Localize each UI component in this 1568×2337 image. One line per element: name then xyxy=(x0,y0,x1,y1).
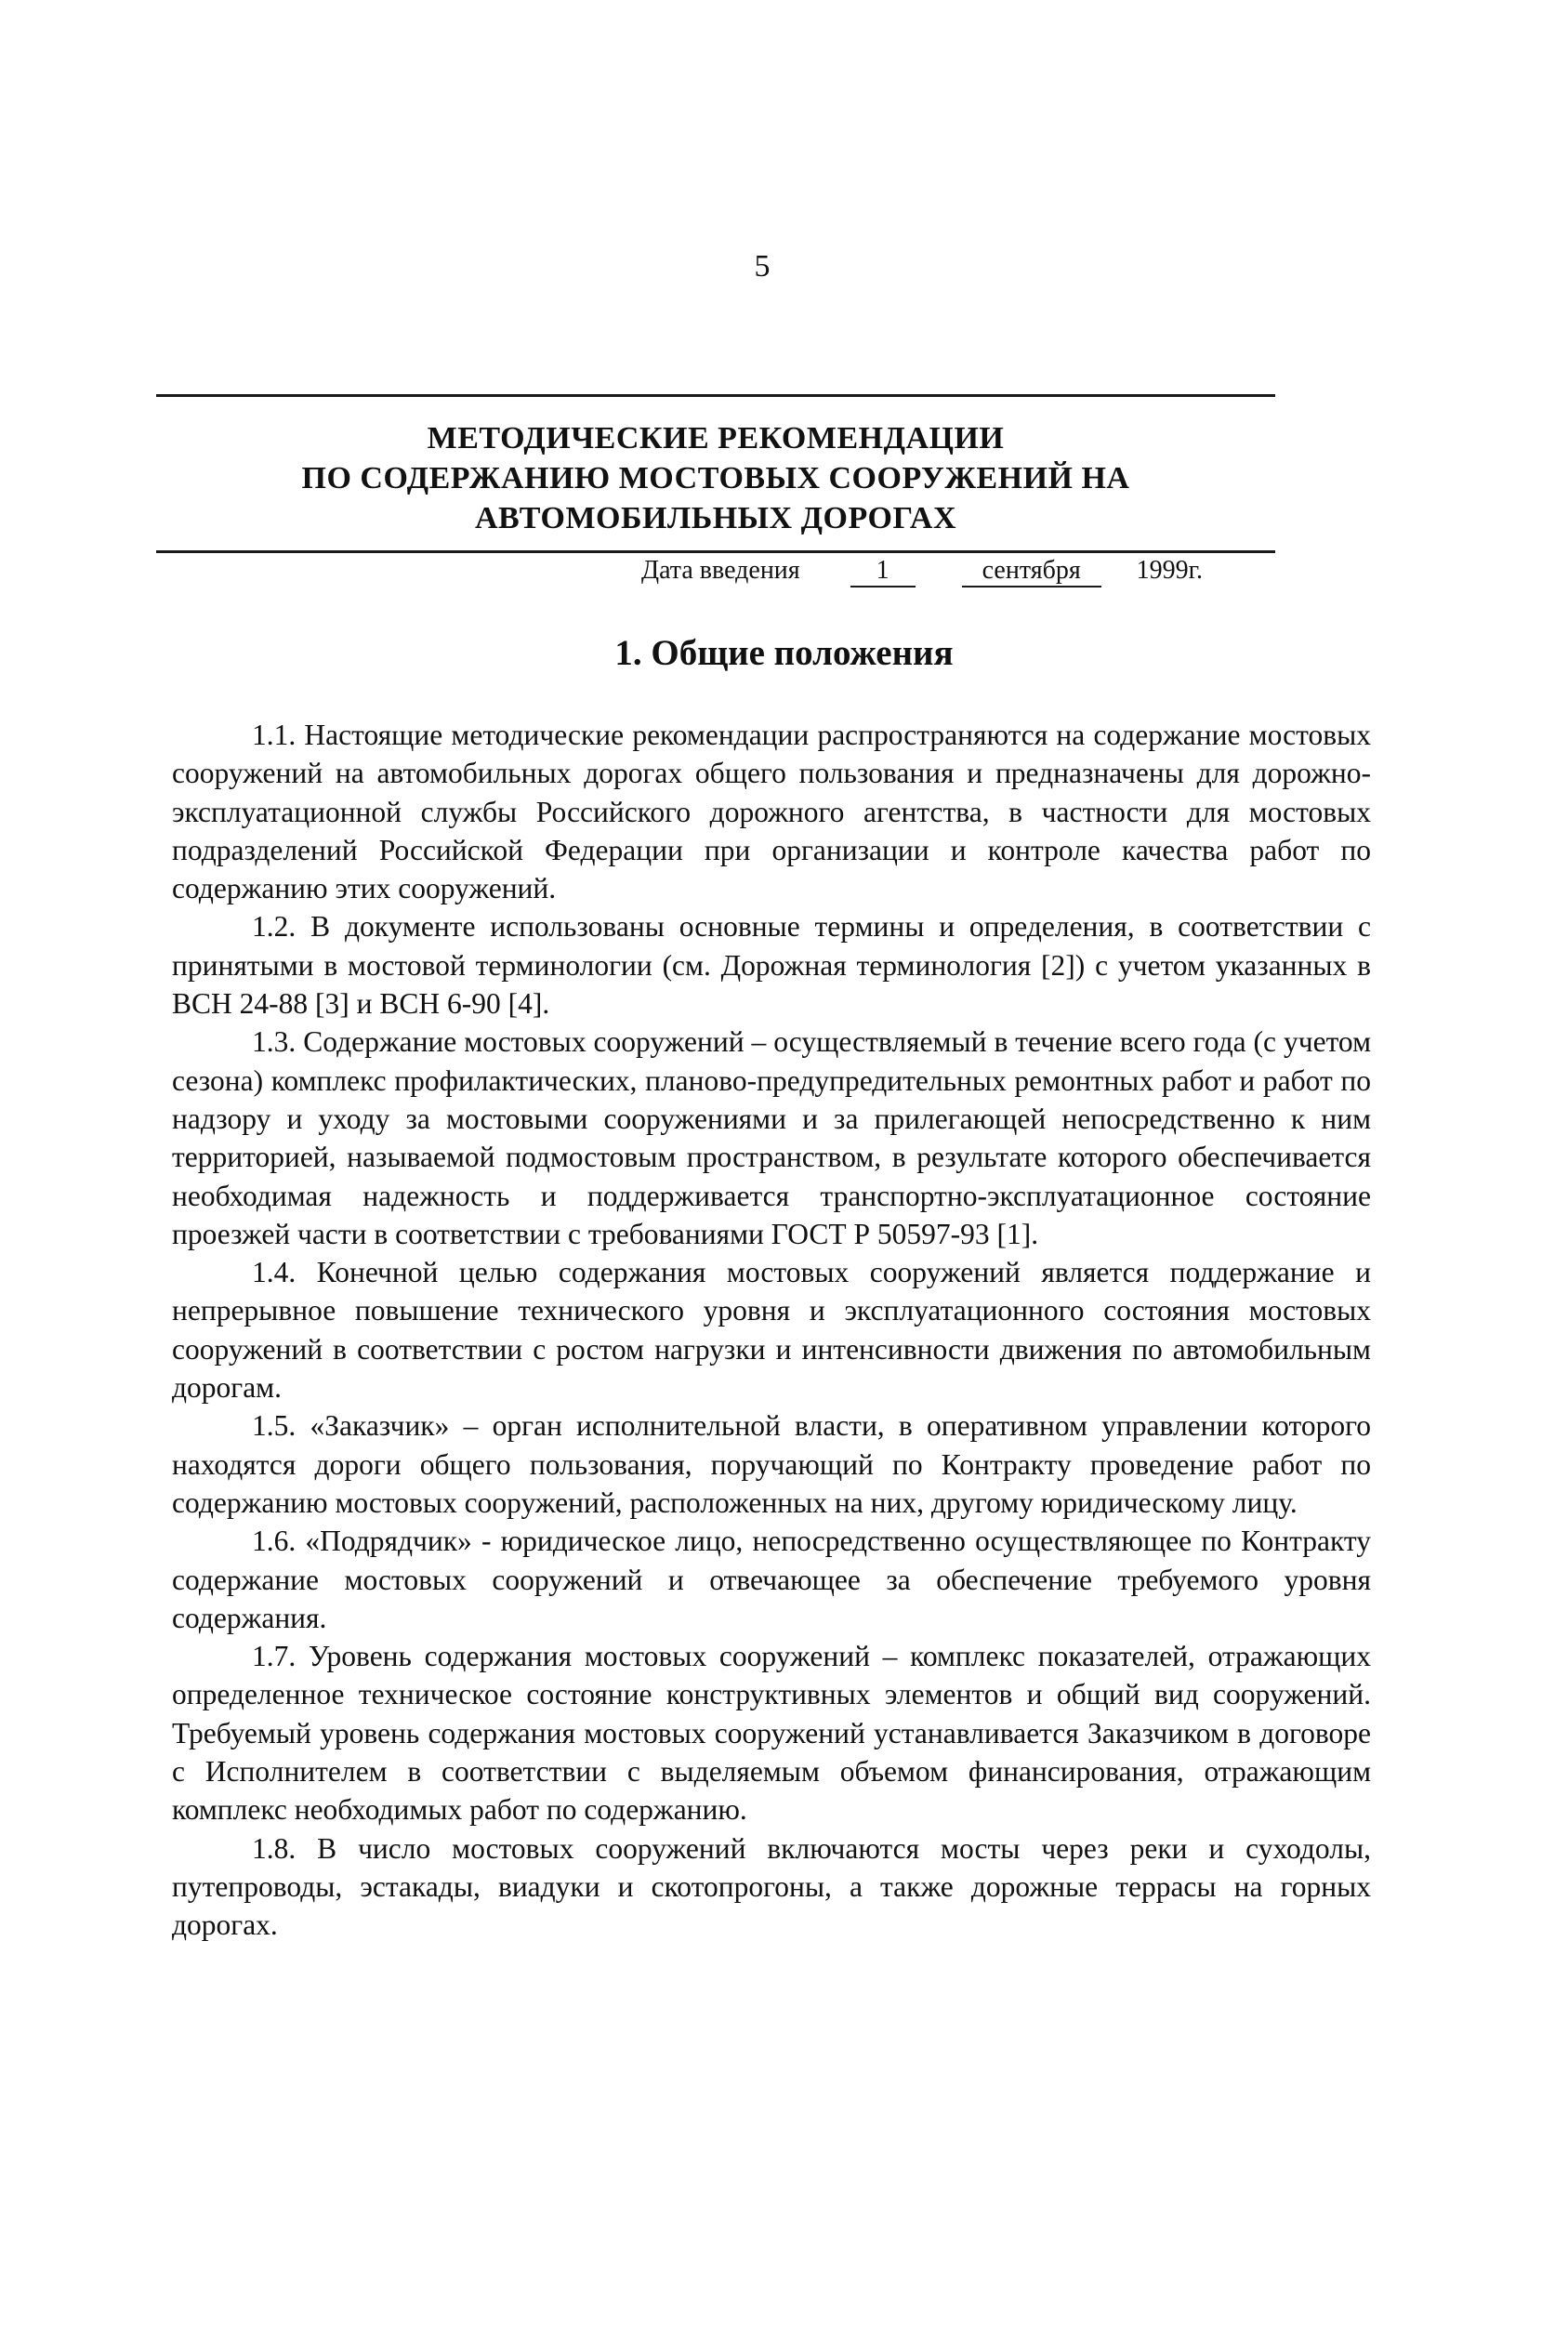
paragraph-1-4: 1.4. Конечной целью содержания мостовых сооружений является поддержание и непрерывное повышение технического уровня и эксплуатационного состояния мостовых сооружений в соответствии с ростом нагрузки и интенсивности движения по автомобильным дорогам. xyxy=(172,1256,1371,1405)
paragraph-1-6: 1.6. «Подрядчик» - юридическое лицо, непосредственно осуществляющее по Контракту содержание мостовых сооружений и отвечающее за обеспечение требуемого уровня содержания. xyxy=(172,1525,1371,1634)
paragraph-1-2: 1.2. В документе использованы основные термины и определения, в соответствии с принятыми в мостовой терминологии (см. Дорожная терминология [2]) с учетом указанных в ВСН 24-88 [3] и ВСН 6-90 [4]. xyxy=(172,910,1371,1021)
document-title xyxy=(156,418,1275,538)
title-top-rule xyxy=(156,394,1275,397)
section-body xyxy=(172,716,1371,1945)
title-bottom-rule xyxy=(156,550,1275,553)
paragraph-1-7: 1.7. Уровень содержания мостовых сооружений – комплекс показателей, отражающих определенное техническое состояние конструктивных элементов и общий вид сооружений. Требуемый уровень содержания мостовых сооружений устанавливается Заказчиком в договоре с Исполнителем в соответствии с выделяемым объемом финансирования, отражающим комплекс необходимых работ по содержанию. xyxy=(172,1640,1371,1827)
intro-date xyxy=(641,556,1292,588)
document-title-line-1: МЕТОДИЧЕСКИЕ РЕКОМЕНДАЦИИ xyxy=(427,421,1005,456)
intro-date-year: 1999г. xyxy=(1136,556,1203,585)
paragraph-1-8: 1.8. В число мостовых сооружений включаются мосты через реки и суходолы, путепроводы, эстакады, виадуки и скотопрогоны, а также дорожные террасы на горных дорогах. xyxy=(172,1831,1371,1942)
intro-date-label: Дата введения xyxy=(641,556,800,585)
intro-date-month: сентября xyxy=(962,556,1101,588)
paragraph-1-1: 1.1. Настоящие методические рекомендации распространяются на содержание мостовых сооружений на автомобильных дорогах общего пользования и предназначены для дорожно-эксплуатационной службы Российского дорожного агентства, в частности для мостовых подразделений Российской Федерации при организации и контроле качества работ по содержанию этих сооружений. xyxy=(172,719,1371,905)
intro-date-day: 1 xyxy=(850,556,916,588)
document-title-line-3: АВТОМОБИЛЬНЫХ ДОРОГАХ xyxy=(474,501,956,535)
section-heading: 1. Общие положения xyxy=(614,633,954,673)
document-title-line-2: ПО СОДЕРЖАНИЮ МОСТОВЫХ СООРУЖЕНИЙ НА xyxy=(301,461,1130,495)
page-number: 5 xyxy=(754,249,771,284)
paragraph-1-3: 1.3. Содержание мостовых сооружений – осуществляемый в течение всего года (с учетом сезона) комплекс профилактических, планово-предупредительных ремонтных работ и работ по надзору и уходу за мостовыми сооружениями и за прилегающей непосредственно к ним территорией, называемой подмостовым пространством, в результате которого обеспечивается необходимая надежность и поддерживается транспортно-эксплуатационное состояние проезжей части в соответствии с требованиями ГОСТ Р 50597-93 [1]. xyxy=(172,1025,1371,1250)
paragraph-1-5: 1.5. «Заказчик» – орган исполнительной власти, в оперативном управлении которого находятся дороги общего пользования, поручающий по Контракту проведение работ по содержанию мостовых сооружений, расположенных на них, другому юридическому лицу. xyxy=(172,1409,1371,1519)
